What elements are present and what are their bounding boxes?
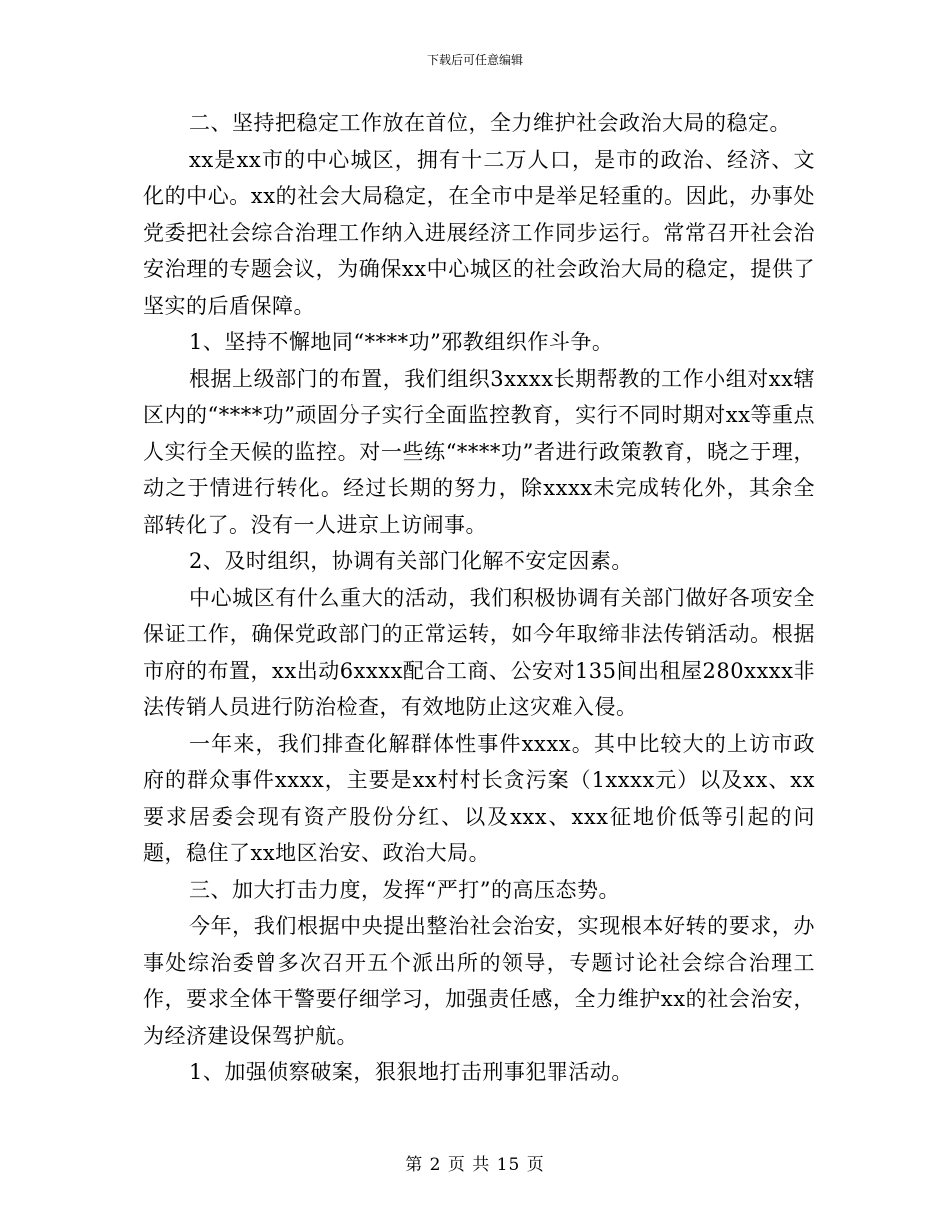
- paragraph-monitoring: 根据上级部门的布置，我们组织3xxxx长期帮教的工作小组对xx辖区内的“****功”顽固分子实行全面监控教育，实行不同时期对xx等重点人实行全天候的监控。对一些练“****功”者进行政策教育，晓之于理，动之于情进行转化。经过长期的努力，除xxxx未完成转化外，其余全部转化了。没有一人进京上访闹事。: [143, 366, 815, 537]
- subheading-2: 2、及时组织，协调有关部门化解不安定因素。: [189, 549, 633, 573]
- document-body: [143, 105, 815, 1091]
- page-header: 下载后可任意编辑: [426, 53, 523, 67]
- paragraph-crackdown: 今年，我们根据中央提出整治社会治安，实现根本好转的要求，办事处综治委曾多次召开五个派出所的领导，专题讨论社会综合治理工作，要求全体干警要仔细学习，加强责任感，全力维护xx的社会治安，为经济建设保驾护航。: [143, 914, 815, 1048]
- subheading-1: 1、坚持不懈地同“****功”邪教组织作斗争。: [189, 330, 614, 354]
- heading-section-two: 二、坚持把稳定工作放在首位，全力维护社会政治大局的稳定。: [189, 111, 791, 135]
- paragraph-coordination: 中心城区有什么重大的活动，我们积极协调有关部门做好各项安全保证工作，确保党政部门的正常运转，如今年取缔非法传销活动。根据市府的布置，xx出动6xxxx配合工商、公安对135间出租屋280xxxx非法传销人员进行防治检查，有效地防止这灾难入侵。: [143, 585, 815, 719]
- paragraph-mass-incidents: 一年来，我们排查化解群体性事件xxxx。其中比较大的上访市政府的群众事件xxxx，主要是xx村村长贪污案（1xxxx元）以及xx、xx要求居委会现有资产股份分红、以及xxx、xxx征地价低等引起的问题，稳住了xx地区治安、政治大局。: [143, 731, 815, 865]
- paragraph-overview: xx是xx市的中心城区，拥有十二万人口，是市的政治、经济、文化的中心。xx的社会大局稳定，在全市中是举足轻重的。因此，办事处党委把社会综合治理工作纳入进展经济工作同步运行。常常召开社会治安治理的专题会议，为确保xx中心城区的社会政治大局的稳定，提供了坚实的后盾保障。: [143, 147, 815, 318]
- heading-section-three: 三、加大打击力度，发挥“严打”的高压态势。: [189, 877, 620, 902]
- page-number: 第 2 页 共 15 页: [405, 1155, 545, 1175]
- subheading-investigation: 1、加强侦察破案，狠狠地打击刑事犯罪活动。: [189, 1060, 633, 1084]
